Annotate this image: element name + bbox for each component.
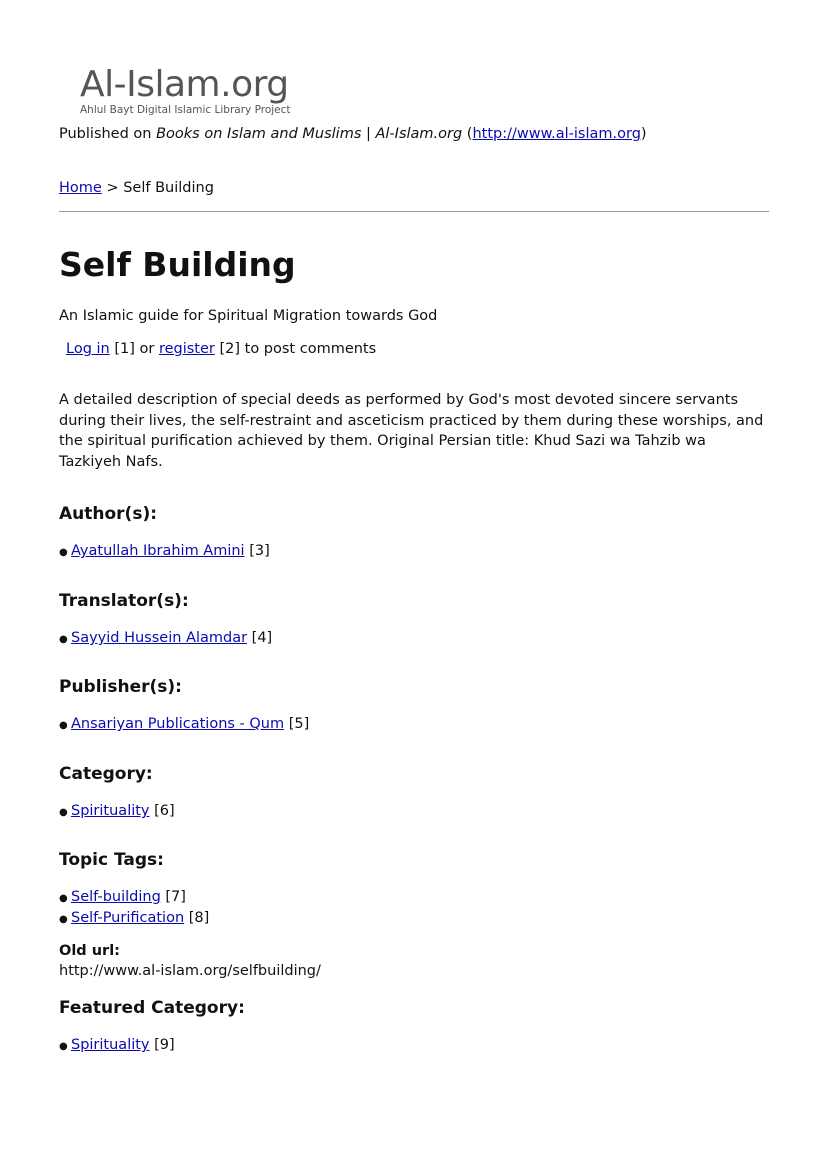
login-suffix: to post comments (244, 341, 377, 357)
list-item (59, 715, 309, 735)
register-link[interactable]: register (158, 341, 215, 357)
site-name: Books on Islam and Muslims (156, 126, 362, 142)
bullet-icon: ● (59, 807, 68, 818)
tag-link[interactable]: Self-Purification (71, 910, 185, 926)
divider (59, 211, 769, 212)
published-prefix: Published on (59, 126, 152, 142)
reference-number: [7] (165, 889, 186, 905)
login-prompt (66, 340, 376, 358)
list-item (59, 542, 270, 562)
translator-link[interactable]: Sayyid Hussein Alamdar (71, 630, 248, 646)
list-item (59, 1036, 175, 1056)
author-link[interactable]: Ayatullah Ibrahim Amini (71, 543, 245, 559)
translators-heading: Translator(s): (59, 591, 189, 611)
publisher-link[interactable]: Ansariyan Publications - Qum (71, 716, 285, 732)
bullet-icon: ● (59, 720, 68, 731)
bullet-icon: ● (59, 634, 68, 645)
breadcrumb-separator: > (106, 180, 119, 196)
authors-heading: Author(s): (59, 504, 158, 524)
publishers-heading: Publisher(s): (59, 677, 182, 697)
category-heading: Category: (59, 764, 153, 784)
site-url-link[interactable]: http://www.al-islam.org (472, 126, 641, 142)
page-subtitle: An Islamic guide for Spiritual Migration towards God (59, 308, 438, 324)
breadcrumb (59, 179, 214, 197)
published-separator: | (365, 126, 371, 142)
featured-category-heading: Featured Category: (59, 998, 245, 1018)
bullet-icon: ● (59, 893, 68, 904)
reference-number: [6] (154, 803, 175, 819)
bullet-icon: ● (59, 1041, 68, 1052)
reference-number: [4] (251, 630, 273, 646)
brand-name: Al-Islam.org (375, 126, 463, 142)
list-item (59, 802, 175, 822)
book-description: A detailed description of special deeds as performed by God's most devoted sincere servants during their lives, the self-restraint and asceticism practiced by them during these worships, and the spiritual purification achieved by them. Original Persian title: Khud Sazi wa Tahzib wa Tazkiyeh Nafs. (59, 392, 764, 471)
topic-tags-heading: Topic Tags: (59, 850, 164, 870)
list-item (59, 909, 209, 929)
bullet-icon: ● (59, 914, 68, 925)
breadcrumb-home-link[interactable]: Home (59, 180, 102, 196)
login-ref: [1] (114, 341, 135, 357)
reference-number: [3] (249, 543, 270, 559)
list-item (59, 629, 272, 649)
breadcrumb-current: Self Building (123, 180, 214, 196)
register-ref: [2] (219, 341, 241, 357)
old-url-value: http://www.al-islam.org/selfbuilding/ (59, 963, 321, 979)
reference-number: [5] (288, 716, 310, 732)
tag-link[interactable]: Self-building (71, 889, 161, 905)
reference-number: [9] (154, 1037, 175, 1053)
category-link[interactable]: Spirituality (71, 803, 150, 819)
logo-tagline: Ahlul Bayt Digital Islamic Library Project (80, 104, 291, 116)
page-title: Self Building (59, 245, 296, 284)
list-item (59, 888, 186, 908)
published-line: Published on Books on Islam and Muslims | Al-Islam.org (http://www.al-islam.org) (59, 126, 647, 142)
logo-wordmark: Al-Islam.org (80, 64, 289, 105)
reference-number: [8] (188, 910, 210, 926)
login-or: or (139, 341, 155, 357)
old-url-label: Old url: (59, 943, 120, 959)
bullet-icon: ● (59, 547, 68, 558)
featured-category-link[interactable]: Spirituality (71, 1037, 150, 1053)
login-link[interactable]: Log in (66, 341, 110, 357)
site-logo[interactable] (80, 64, 320, 120)
